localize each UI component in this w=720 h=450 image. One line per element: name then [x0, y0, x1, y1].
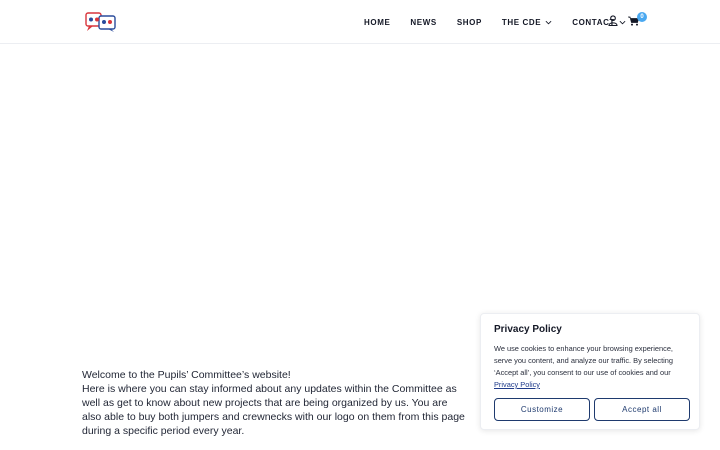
accept-all-button[interactable]: Accept all	[594, 398, 690, 421]
site-header	[0, 0, 720, 44]
nav-news[interactable]	[410, 18, 436, 27]
cart-button[interactable]	[628, 14, 650, 30]
customize-button[interactable]: Customize	[494, 398, 590, 421]
cookie-buttons	[494, 398, 690, 421]
intro-body: Here is where you can stay informed about any updates within the Committee as well as get to know about new projects that are being organized by us. You are also able to buy both jumpers and crewnecks with our logo on them from this page during a specific period every year.	[82, 383, 465, 437]
nav-home-label: HOME	[364, 17, 391, 27]
cookie-message: We use cookies to enhance your browsing experience, serve you content, and analyze our traffic. By selecting ‘Accept all’, you consent to our use of cookies and our	[494, 344, 673, 377]
intro-text	[82, 368, 468, 438]
nav-the-cde[interactable]	[502, 18, 552, 27]
nav-home[interactable]	[364, 18, 390, 27]
nav-shop[interactable]	[457, 18, 482, 27]
chevron-down-icon	[619, 19, 626, 26]
cookie-consent-panel	[480, 313, 700, 430]
nav-the-cde-label: THE CDE	[501, 17, 542, 27]
welcome-line: Welcome to the Pupils’ Committee’s website!	[82, 369, 291, 381]
user-icon[interactable]	[608, 15, 618, 26]
privacy-policy-link[interactable]: Privacy Policy	[494, 380, 540, 389]
cookie-text	[494, 343, 686, 391]
chevron-down-icon	[545, 19, 552, 26]
nav-contact-label: CONTACT	[572, 17, 615, 27]
speech-bubbles-logo-icon[interactable]	[84, 11, 118, 33]
main-nav	[364, 0, 646, 44]
cart-count-badge: 0	[637, 12, 647, 22]
cookie-title: Privacy Policy	[494, 324, 562, 335]
nav-shop-label: SHOP	[456, 17, 482, 27]
nav-news-label: NEWS	[410, 17, 437, 27]
